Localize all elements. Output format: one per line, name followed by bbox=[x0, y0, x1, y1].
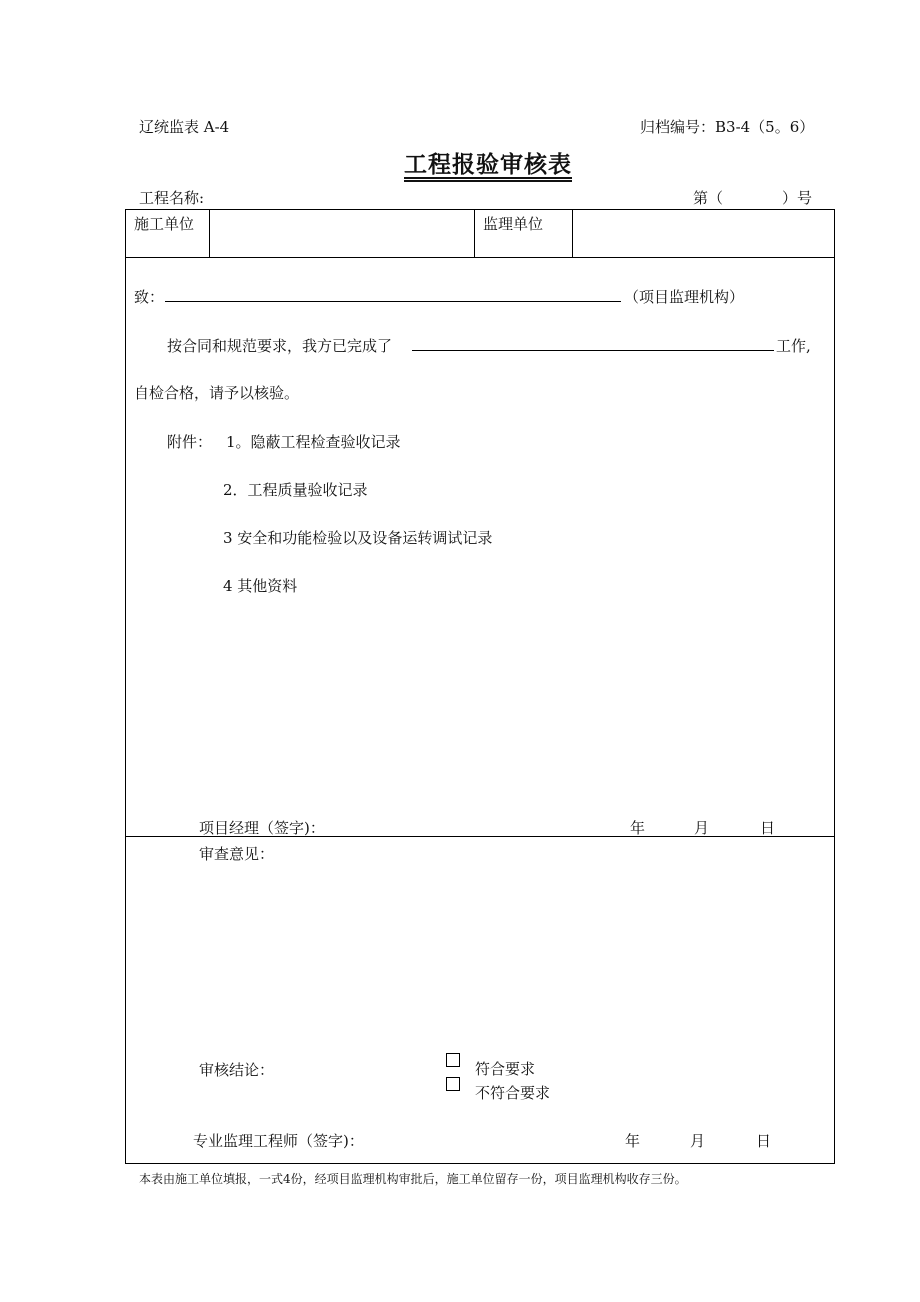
review-date-day: 日 bbox=[756, 1132, 772, 1150]
conform-checkbox[interactable] bbox=[446, 1053, 460, 1067]
completion-text: 按合同和规范要求，我方已完成了 bbox=[167, 337, 393, 355]
table-right-border bbox=[834, 209, 835, 1164]
attachment-item: 2．工程质量验收记录 bbox=[223, 481, 368, 499]
project-name-label: 工程名称: bbox=[139, 189, 205, 207]
attachments-label: 附件： bbox=[167, 433, 213, 451]
review-date-month: 月 bbox=[690, 1132, 706, 1150]
number-suffix: ）号 bbox=[782, 189, 813, 207]
to-suffix: （项目监理机构） bbox=[624, 288, 745, 306]
to-recipient-blank[interactable] bbox=[165, 301, 621, 302]
table-top-border bbox=[125, 209, 835, 210]
date-day: 日 bbox=[760, 819, 776, 837]
row1-divider-1 bbox=[209, 209, 210, 257]
construction-unit-field[interactable] bbox=[216, 213, 466, 251]
date-month: 月 bbox=[694, 819, 710, 837]
form-code: 辽统监表 A-4 bbox=[139, 118, 230, 136]
table-left-border bbox=[125, 209, 126, 1164]
to-label: 致： bbox=[134, 288, 165, 306]
number-prefix: 第（ bbox=[693, 189, 724, 207]
page-title: 工程报验审核表 bbox=[404, 152, 572, 178]
review-date-year: 年 bbox=[625, 1132, 641, 1150]
footnote: 本表由施工单位填报，一式4份，经项目监理机构审批后，施工单位留存一份，项目监理机构收存三份。 bbox=[139, 1172, 687, 1186]
nonconform-option-label: 不符合要求 bbox=[475, 1084, 551, 1102]
self-check-text: 自检合格，请予以核验。 bbox=[134, 384, 300, 402]
row1-divider-2 bbox=[474, 209, 475, 257]
date-year: 年 bbox=[630, 819, 646, 837]
review-opinion-label: 审查意见： bbox=[199, 845, 275, 863]
supervision-unit-field[interactable] bbox=[580, 213, 828, 251]
attachment-item: 1。隐蔽工程检查验收记录 bbox=[226, 433, 401, 451]
table-bottom-border bbox=[125, 1163, 835, 1164]
row1-bottom-border bbox=[125, 257, 835, 258]
work-item-blank[interactable] bbox=[412, 350, 774, 351]
construction-unit-label: 施工单位 bbox=[134, 215, 195, 233]
project-manager-signature: 项目经理（签字)： bbox=[199, 819, 325, 837]
attachment-item: 4 其他资料 bbox=[223, 577, 298, 595]
archive-number: 归档编号：B3-4（5。6） bbox=[640, 118, 815, 136]
conform-option-label: 符合要求 bbox=[475, 1060, 536, 1078]
nonconform-checkbox[interactable] bbox=[446, 1077, 460, 1091]
supervision-unit-label: 监理单位 bbox=[483, 215, 544, 233]
engineer-signature: 专业监理工程师（签字)： bbox=[193, 1132, 364, 1150]
completion-suffix: 工作, bbox=[776, 337, 811, 355]
row1-divider-3 bbox=[572, 209, 573, 257]
review-conclusion-label: 审核结论： bbox=[199, 1061, 275, 1079]
attachment-item: 3 安全和功能检验以及设备运转调试记录 bbox=[223, 529, 493, 547]
